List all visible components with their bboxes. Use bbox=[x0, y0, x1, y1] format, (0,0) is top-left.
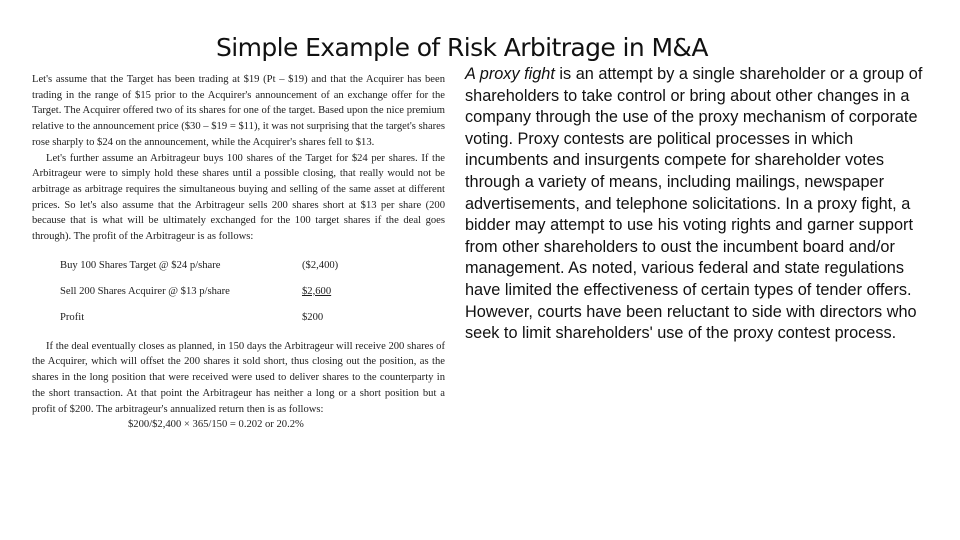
calc-amount: ($2,400) bbox=[302, 259, 339, 271]
profit-calculation bbox=[32, 253, 392, 331]
calc-label: Sell 200 Shares Acquirer @ $13 p/share bbox=[60, 285, 230, 297]
excerpt-paragraph-1: Let's assume that the Target has been trading at $19 (Pt – $19) and that the Acquirer has been trading in the range of $15 prior to the Acquirer's announcement of an exchange offer for the Target. The Acquirer offered two of its shares for one of the target. Based upon the nice premium relative to the announcement price ($30 – $19 = $11), it was not surprising that the target's shares rose sharply to $24 on the announcement, while the Acquirer's shares fell to $13. bbox=[32, 74, 445, 148]
proxy-fight-text: is an attempt by a single shareholder or a group of shareholders to take control or bring about other changes in a company through the use of the proxy mechanism of corporate voting. Proxy contests are political processes in which incumbents and insurgents compete for shareholder votes through a variety of means, including mailings, newspaper advertisements, and telephone solicitations. In a proxy fight, a bidder may attempt to use his voting rights and garner support from other shareholders to oust the incumbent board and/or management. As noted, various federal and state regulations have limited the effectiveness of certain types of tender offers. However, courts have been reluctant to side with directors who seek to limit shareholders' use of the proxy contest process. bbox=[465, 65, 923, 343]
excerpt-paragraph-2: Let's further assume an Arbitrageur buys 100 shares of the Target for $24 per shares. If the Arbitrageur were to simply hold these shares until a possible closing, that really would not be arbitrage as arbitrage requires the simultaneous buying and selling of the same asset at different prices. So let's also assume that the Arbitrageur sells 200 shares short at $13 per share (200 because that is what will be ultimately exchanged for the 100 target shares if the deal goes through). The profit of the Arbitrageur is as follows: bbox=[32, 152, 445, 243]
calc-amount: $2,600 bbox=[302, 285, 332, 297]
calc-row-buy bbox=[32, 253, 392, 279]
annualized-return-formula: $200/$2,400 × 365/150 = 0.202 or 20.2% bbox=[128, 419, 304, 431]
scanned-textbook-excerpt bbox=[32, 72, 445, 433]
proxy-fight-term: A proxy fight bbox=[465, 65, 555, 83]
calc-label: Buy 100 Shares Target @ $24 p/share bbox=[60, 259, 221, 271]
proxy-fight-definition bbox=[465, 64, 925, 345]
calc-amount: $200 bbox=[302, 311, 324, 323]
calc-row-profit bbox=[32, 305, 392, 331]
excerpt-paragraph-3: If the deal eventually closes as planned, in 150 days the Arbitrageur will receive 200 shares of the Acquirer, which will offset the 200 shares it sold short, thus closing out the position, as the shares in the long position that were received were used to deliver shares to the counterparty in the short transaction. At that point the Arbitrageur has neither a long or a short position but a profit of $200. The arbitrageur's annualized return then is as follows: bbox=[32, 340, 445, 415]
calc-row-sell bbox=[32, 279, 392, 305]
slide-title: Simple Example of Risk Arbitrage in M&A bbox=[216, 33, 708, 62]
calc-label: Profit bbox=[60, 311, 85, 323]
